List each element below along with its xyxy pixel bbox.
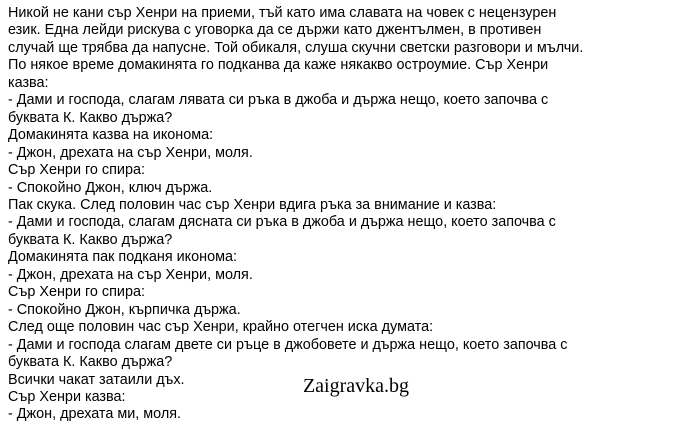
- story-paragraph: - Джон, дрехата на сър Хенри, моля.: [8, 266, 253, 283]
- story-paragraph: Всички чакат затаили дъх.: [8, 371, 185, 388]
- story-paragraph: Сър Хенри казва:: [8, 388, 126, 405]
- story-paragraph: - Спокойно Джон, кърпичка държа.: [8, 301, 241, 318]
- story-paragraph: - Джон, дрехата ми, моля.: [8, 406, 182, 423]
- story-paragraph: Пак скука. След половин час сър Хенри вдига ръка за внимание и казва:: [8, 196, 497, 213]
- story-paragraph: - Джон, дрехата на сър Хенри, моля.: [8, 144, 253, 161]
- joke-text: [8, 5, 590, 424]
- story-paragraph: Никой не кани сър Хенри на приеми, тъй като има славата на човек с нецензурен език. Една лейди рискува с уговорка да се държи като джентълмен, в противен случай ще трябва да напусне. Той обикаля, слуша скучни светски разговори и мълчи. По някое време домакинята го подканва да каже някакво остроумие. Сър Хенри казва:: [8, 5, 584, 91]
- story-paragraph: - Дами и господа, слагам лявата си ръка в джоба и държа нещо, което започва с буквата К. Какво държа?: [8, 92, 549, 126]
- story-paragraph: Домакинята пак подканя иконома:: [8, 249, 237, 266]
- story-paragraph: - Спокойно Джон, ключ държа.: [8, 179, 213, 196]
- story-paragraph: - Дами и господа слагам двете си ръце в джобовете и държа нещо, което започва с буквата К. Какво държа?: [8, 336, 568, 371]
- site-watermark: Zaigravka.bg: [302, 375, 410, 397]
- story-paragraph: - Дами и господа, слагам дясната си ръка в джоба и държа нещо, което започва с буквата К. Какво държа?: [8, 214, 556, 248]
- story-paragraph: Домакинята казва на иконома:: [8, 127, 214, 144]
- story-paragraph: Сър Хенри го спира:: [8, 162, 145, 179]
- story-paragraph: След още половин час сър Хенри, крайно отегчен иска думата:: [8, 319, 434, 336]
- story-paragraph: Сър Хенри го спира:: [8, 284, 145, 301]
